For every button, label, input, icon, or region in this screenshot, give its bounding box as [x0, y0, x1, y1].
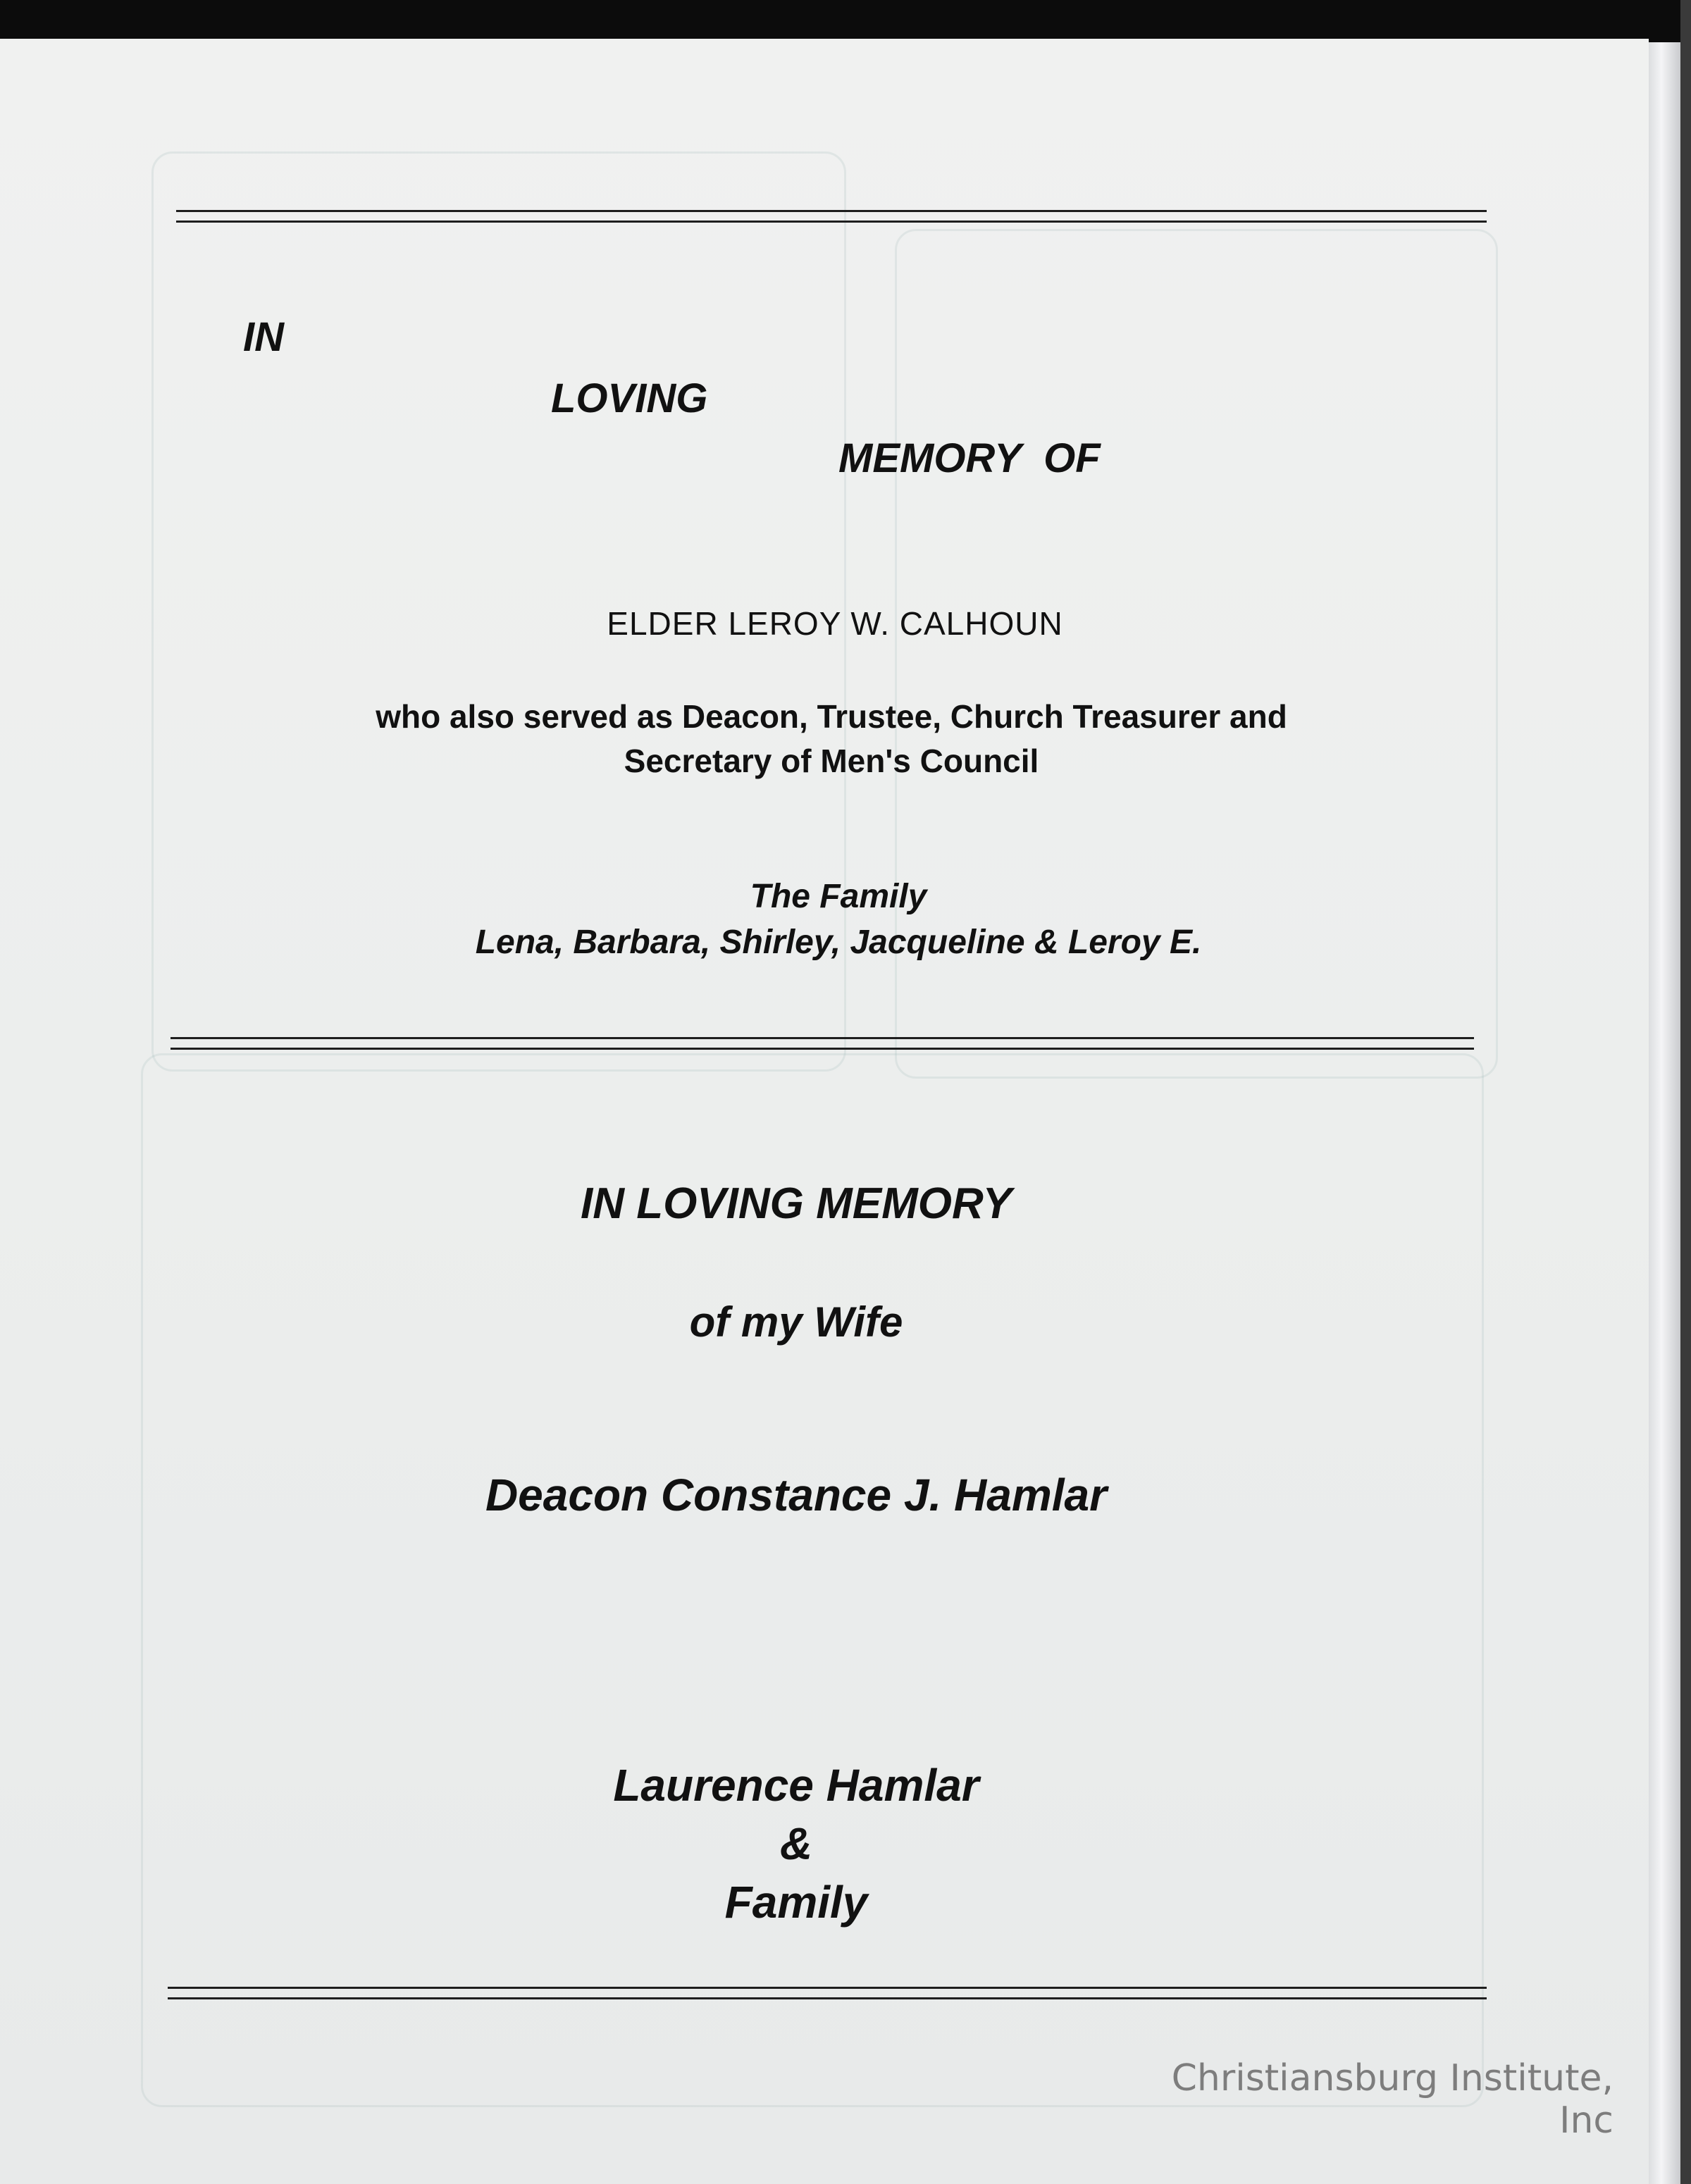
lower-honoree-name: Deacon Constance J. Hamlar	[485, 1470, 1108, 1520]
upper-service-line-1: who also served as Deacon, Trustee, Church Treasurer and	[376, 698, 1287, 735]
lower-signer-name: Laurence Hamlar	[613, 1760, 979, 1811]
page-paper	[0, 39, 1649, 2184]
lower-family: Family	[724, 1877, 868, 1928]
lower-ampersand: &	[779, 1818, 813, 1869]
scan-border-right	[1680, 0, 1691, 2184]
lower-subheading: of my Wife	[689, 1298, 903, 1346]
upper-honoree-name: ELDER LEROY W. CALHOUN	[607, 605, 1063, 642]
upper-line-loving: LOVING	[551, 376, 708, 421]
upper-family-heading: The Family	[750, 878, 927, 915]
bottom-double-rule	[168, 1987, 1487, 1999]
archive-watermark: Christiansburg Institute, Inc	[1171, 2057, 1613, 2142]
upper-service-line-2: Secretary of Men's Council	[624, 743, 1039, 779]
upper-family-names: Lena, Barbara, Shirley, Jacqueline & Leroy E.	[475, 924, 1202, 961]
lower-heading: IN LOVING MEMORY	[580, 1179, 1012, 1228]
upper-line-memory-of: MEMORY OF	[838, 435, 1101, 481]
middle-double-rule	[171, 1037, 1474, 1050]
page-edge-shadow	[1649, 42, 1680, 2184]
top-double-rule	[176, 210, 1487, 223]
upper-line-in: IN	[243, 314, 284, 360]
